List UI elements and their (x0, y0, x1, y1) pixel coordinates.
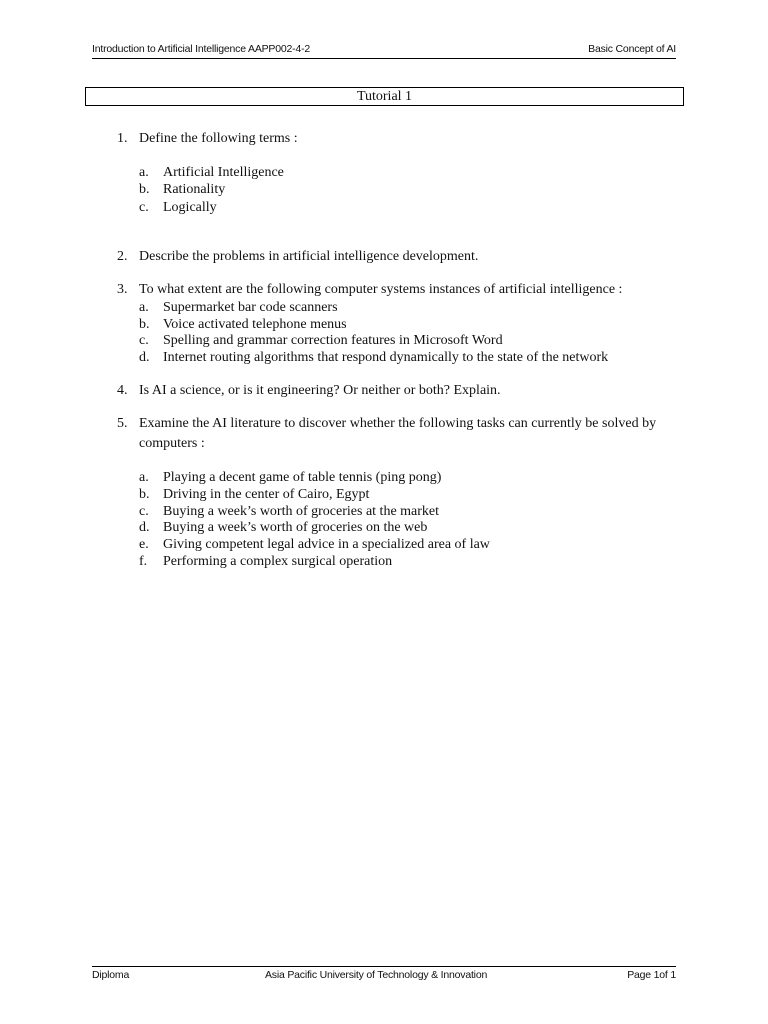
item-text: Artificial Intelligence (163, 165, 284, 180)
question-number: 3. (117, 282, 128, 297)
question-text: Is AI a science, or is it engineering? Or neither or both? Explain. (139, 383, 501, 398)
question-text: Examine the AI literature to discover whether the following tasks can currently be solved by computers : (139, 416, 657, 451)
tutorial-title: Tutorial 1 (85, 87, 684, 106)
item-text: Giving competent legal advice in a specialized area of law (163, 537, 490, 552)
item-text: Voice activated telephone menus (163, 317, 347, 332)
item-letter: b. (139, 182, 150, 197)
item-letter: d. (139, 520, 150, 535)
question-number: 2. (117, 249, 128, 264)
item-text: Buying a week’s worth of groceries on the web (163, 520, 428, 535)
header-topic: Basic Concept of AI (588, 43, 676, 55)
question-text: Define the following terms : (139, 131, 298, 146)
item-text: Rationality (163, 182, 226, 197)
item-letter: b. (139, 317, 150, 332)
item-letter: a. (139, 470, 149, 485)
item-letter: b. (139, 487, 150, 502)
item-text: Performing a complex surgical operation (163, 554, 393, 569)
question-number: 5. (117, 416, 128, 431)
item-text: Logically (163, 200, 217, 215)
item-letter: a. (139, 300, 149, 315)
item-letter: c. (139, 504, 149, 519)
question-number: 1. (117, 131, 128, 146)
item-letter: f. (139, 554, 148, 569)
footer-program: Diploma (92, 969, 130, 981)
item-text: Driving in the center of Cairo, Egypt (163, 487, 370, 502)
question-text: Describe the problems in artificial intelligence development. (139, 249, 479, 264)
item-letter: a. (139, 165, 149, 180)
item-letter: c. (139, 200, 149, 215)
item-letter: c. (139, 333, 149, 348)
question-text: To what extent are the following computer systems instances of artificial intelligence : (139, 282, 623, 297)
item-text: Playing a decent game of table tennis (ping pong) (163, 470, 442, 485)
page-header (92, 42, 676, 59)
item-text: Buying a week’s worth of groceries at the market (163, 504, 440, 519)
header-course-title: Introduction to Artificial Intelligence AAPP002-4-2 (92, 43, 311, 55)
item-letter: d. (139, 350, 150, 365)
item-text: Internet routing algorithms that respond dynamically to the state of the network (163, 350, 609, 365)
item-text: Spelling and grammar correction features in Microsoft Word (163, 333, 503, 348)
footer-institution: Asia Pacific University of Technology & Innovation (265, 969, 488, 981)
footer-page-number: Page 1of 1 (627, 969, 676, 981)
question-number: 4. (117, 383, 128, 398)
item-letter: e. (139, 537, 149, 552)
page-footer (92, 966, 676, 983)
item-text: Supermarket bar code scanners (163, 300, 338, 315)
